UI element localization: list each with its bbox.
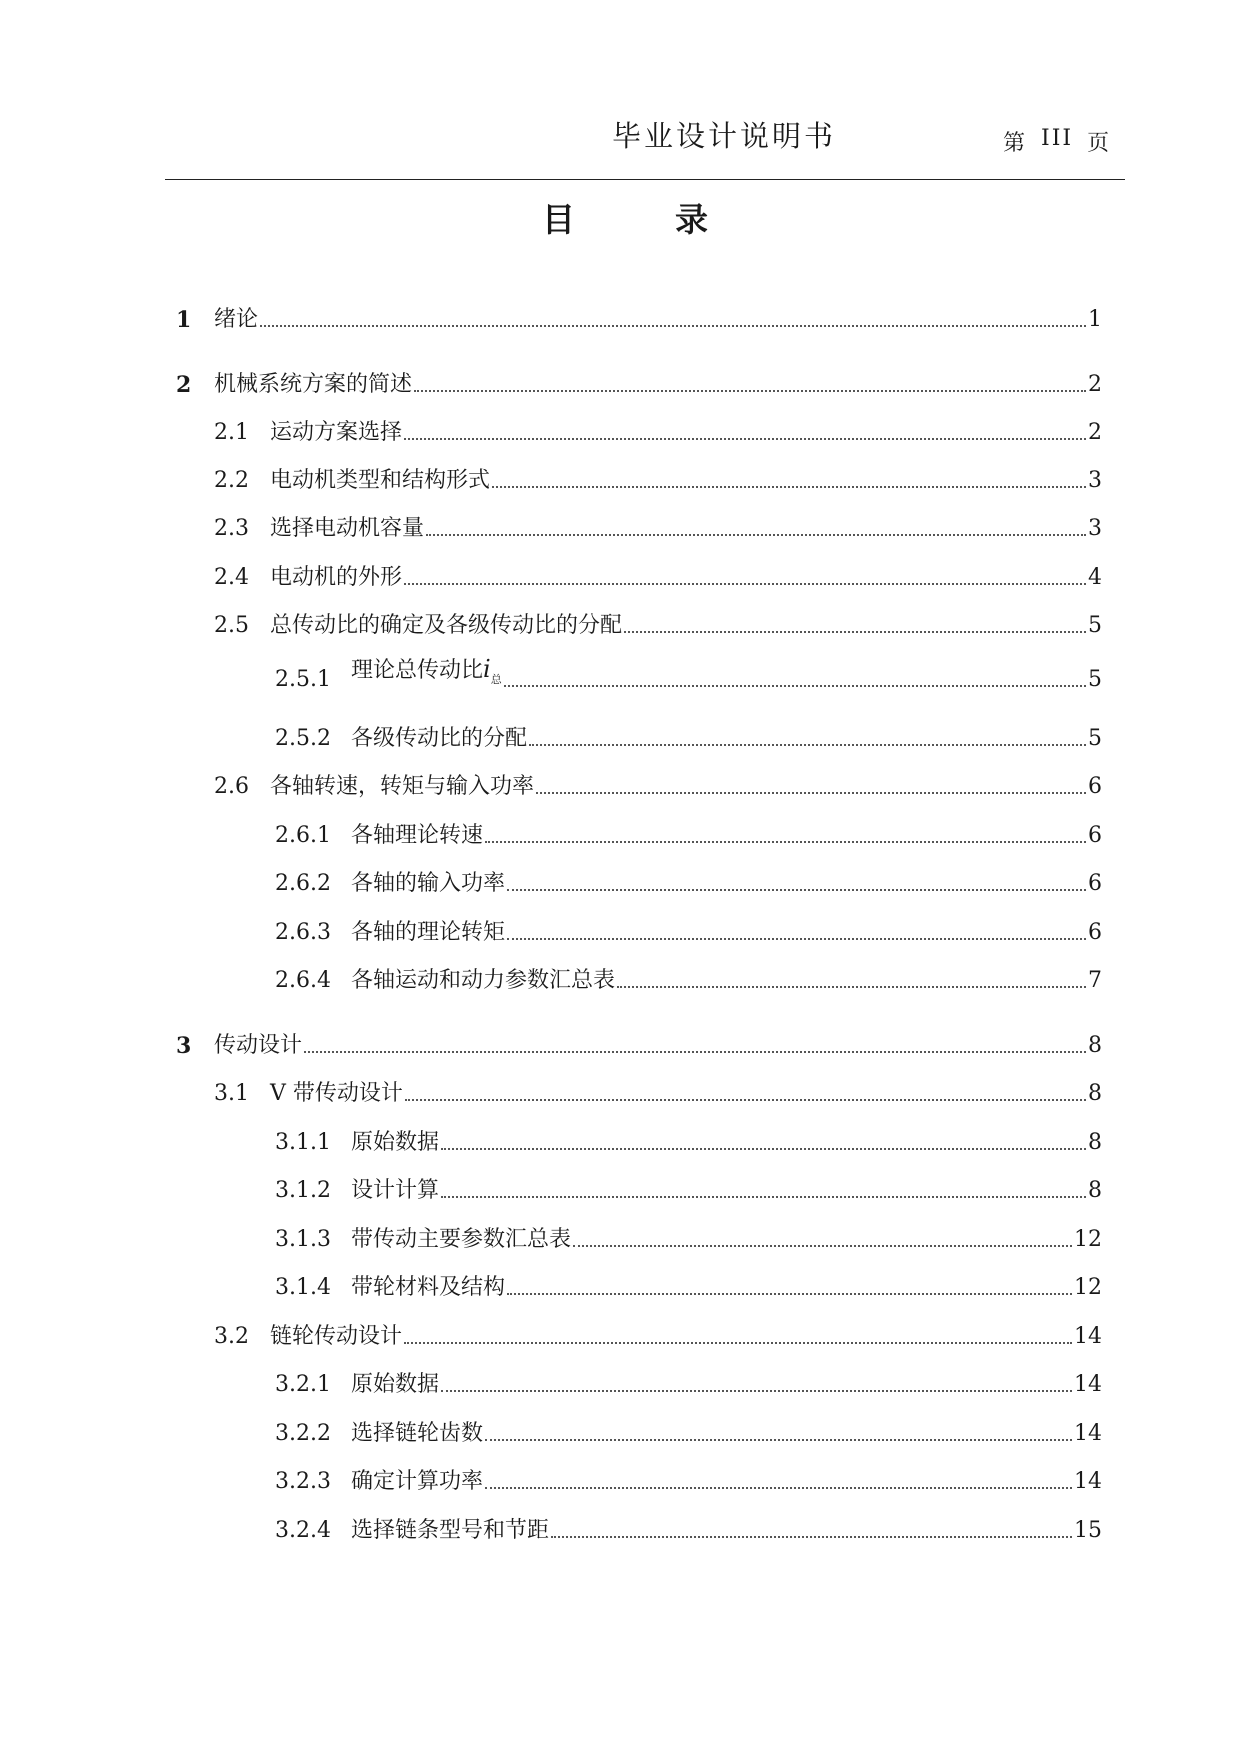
toc-entry-title — [351, 1468, 483, 1496]
toc-entry-title-text: 绪论 — [214, 307, 259, 332]
toc-entry-title-text: 各轴运动和动力参数汇总表 — [351, 968, 616, 993]
toc-entry[interactable] — [275, 963, 1102, 995]
toc-entry-number: 3.2.2 — [275, 1421, 331, 1446]
toc-entry[interactable] — [275, 915, 1102, 947]
toc-entry[interactable] — [214, 463, 1102, 495]
page-number: III — [1041, 126, 1074, 151]
toc-entry-number: 3 — [176, 1033, 192, 1059]
toc-entry-page: 3 — [1088, 468, 1102, 493]
toc-entry[interactable] — [275, 655, 1102, 694]
toc-leader-dots — [504, 684, 1086, 687]
toc-entry-number: 3.1.3 — [275, 1227, 331, 1252]
toc-entry[interactable] — [214, 1319, 1102, 1351]
toc-entry-title — [270, 515, 424, 543]
toc-entry-page: 8 — [1088, 1178, 1102, 1203]
toc-entry-title — [351, 1420, 483, 1448]
toc-entry-page: 5 — [1088, 726, 1102, 751]
toc-entry[interactable] — [275, 818, 1102, 850]
toc-entry-page: 14 — [1074, 1372, 1102, 1397]
toc-entry-title-text: 选择链轮齿数 — [351, 1421, 484, 1446]
toc-entry-page: 5 — [1088, 613, 1102, 638]
toc-entry-title-text: 电动机类型和结构形式 — [270, 468, 491, 493]
toc-entry-title — [351, 870, 505, 898]
toc-entry[interactable] — [214, 1076, 1102, 1108]
toc-entry-number: 1 — [176, 307, 192, 333]
toc-entry[interactable] — [275, 1270, 1102, 1302]
toc-entry[interactable] — [275, 1416, 1102, 1448]
toc-entry-title-text: 各级传动比的分配 — [351, 726, 528, 751]
toc-entry-title — [351, 1129, 439, 1157]
toc-entry-number: 2.5 — [214, 613, 249, 638]
toc-entry[interactable] — [275, 721, 1102, 753]
toc-entry-number: 2.6.2 — [275, 871, 331, 896]
toc-entry[interactable] — [275, 1222, 1102, 1254]
toc-leader-dots — [414, 389, 1086, 392]
toc-entry-number: 2.1 — [214, 420, 249, 445]
toc-entry-number: 3.1.2 — [275, 1178, 331, 1203]
toc-entry-page: 6 — [1088, 871, 1102, 896]
toc-leader-dots — [536, 791, 1086, 794]
toc-entry[interactable] — [214, 511, 1102, 543]
toc-entry-title-text: 原始数据 — [351, 1372, 440, 1397]
toc-leader-dots — [507, 1292, 1072, 1295]
toc-entry-title-text: 传动设计 — [214, 1033, 303, 1058]
toc-entry-page: 6 — [1088, 774, 1102, 799]
toc-entry-title — [351, 655, 502, 694]
toc-entry-title-text: 原始数据 — [351, 1130, 440, 1155]
toc-entry-title — [351, 1226, 571, 1254]
toc-leader-dots — [441, 1389, 1072, 1392]
toc-entry-title — [270, 419, 402, 447]
toc-leader-dots — [485, 1438, 1072, 1441]
toc-entry-number: 2.6.1 — [275, 823, 331, 848]
toc-entry[interactable] — [214, 560, 1102, 592]
toc-entry-page: 5 — [1088, 667, 1102, 692]
toc-entry-title-text: 各轴理论转速 — [351, 823, 484, 848]
toc-entry-page: 8 — [1088, 1033, 1102, 1058]
toc-heading-left: 目 — [542, 200, 575, 239]
toc-entry-title — [270, 773, 534, 801]
toc-entry-title — [351, 1371, 439, 1399]
toc-entry-number: 3.2.4 — [275, 1518, 331, 1543]
toc-entry-number: 2.5.2 — [275, 726, 331, 751]
toc-entry[interactable] — [275, 1367, 1102, 1399]
toc-entry-title-text: 运动方案选择 — [270, 420, 403, 445]
toc-leader-dots — [529, 743, 1086, 746]
toc-entry-number: 2.6 — [214, 774, 249, 799]
toc-entry-page: 14 — [1074, 1421, 1102, 1446]
toc-entry-page: 14 — [1074, 1324, 1102, 1349]
toc-leader-dots — [426, 533, 1086, 536]
toc-leader-dots — [617, 985, 1086, 988]
toc-entry-number: 3.1.4 — [275, 1275, 331, 1300]
toc-entry[interactable] — [275, 866, 1102, 898]
page-prefix: 第 — [1003, 131, 1028, 156]
toc-entry-page: 8 — [1088, 1130, 1102, 1155]
toc-entry-page: 1 — [1088, 307, 1102, 332]
toc-entry-number: 2.2 — [214, 468, 249, 493]
toc-entry-title-text: 理论总传动比 — [351, 658, 484, 683]
toc-leader-dots — [507, 937, 1086, 940]
toc-entry-page: 6 — [1088, 920, 1102, 945]
toc-entry-title-text: V 带传动设计 — [270, 1081, 403, 1106]
toc-entry-title — [351, 1517, 549, 1545]
toc-entry[interactable] — [275, 1513, 1102, 1545]
toc-leader-dots — [441, 1147, 1086, 1150]
symbol-subscript: 总 — [490, 673, 502, 686]
toc-entry-number: 3.2.1 — [275, 1372, 331, 1397]
toc-entry-page: 12 — [1074, 1227, 1102, 1252]
toc-entry-title — [214, 1032, 302, 1060]
page-suffix: 页 — [1087, 131, 1112, 156]
toc-leader-dots — [404, 582, 1086, 585]
toc-entry-title — [351, 725, 527, 753]
toc-entry-title-text: 确定计算功率 — [351, 1469, 484, 1494]
toc-entry[interactable] — [176, 367, 1102, 399]
toc-leader-dots — [441, 1195, 1086, 1198]
toc-entry-title — [351, 822, 483, 850]
symbol-letter: i — [483, 655, 491, 683]
toc-entry[interactable] — [214, 769, 1102, 801]
toc-leader-dots — [551, 1535, 1072, 1538]
toc-entry-number: 2.4 — [214, 565, 249, 590]
toc-entry-title-text: 带传动主要参数汇总表 — [351, 1227, 572, 1252]
toc-entry-number: 2 — [176, 372, 192, 398]
toc-entry-title-text: 选择链条型号和节距 — [351, 1518, 550, 1543]
toc-leader-dots — [260, 324, 1086, 327]
toc-leader-dots — [405, 1098, 1086, 1101]
toc-entry-title — [270, 612, 622, 640]
toc-entry-title — [270, 467, 490, 495]
toc-entry-title-text: 设计计算 — [351, 1178, 440, 1203]
toc-entry-number: 2.3 — [214, 516, 249, 541]
toc-entry[interactable] — [275, 1464, 1102, 1496]
toc-entry[interactable] — [176, 302, 1102, 334]
toc-entry-number: 3.2 — [214, 1324, 249, 1349]
toc-entry-title-text: 总传动比的确定及各级传动比的分配 — [270, 613, 623, 638]
toc-entry-title-text: 带轮材料及结构 — [351, 1275, 506, 1300]
toc-leader-dots — [507, 888, 1086, 891]
toc-entry-page: 6 — [1088, 823, 1102, 848]
toc-leader-dots — [624, 630, 1086, 633]
toc-entry-title-text: 各轴的输入功率 — [351, 871, 506, 896]
toc-leader-dots — [404, 1341, 1072, 1344]
toc-entry-title — [214, 306, 258, 334]
toc-leader-dots — [404, 437, 1086, 440]
toc-entry-page: 14 — [1074, 1469, 1102, 1494]
toc-entry-page: 2 — [1088, 420, 1102, 445]
toc-entry-title — [214, 371, 412, 399]
toc-entry-title — [351, 967, 615, 995]
toc-leader-dots — [492, 485, 1086, 488]
toc-entry-title — [270, 1323, 402, 1351]
toc-entry[interactable] — [275, 1125, 1102, 1157]
toc-entry-page: 3 — [1088, 516, 1102, 541]
toc-entry-title-text: 电动机的外形 — [270, 565, 403, 590]
toc-entry-number: 2.5.1 — [275, 667, 331, 692]
toc-entry[interactable] — [214, 415, 1102, 447]
toc-entry-title — [351, 919, 505, 947]
toc-entry-number: 2.6.4 — [275, 968, 331, 993]
toc-entry-title — [351, 1177, 439, 1205]
toc-leader-dots — [573, 1244, 1072, 1247]
toc-entry[interactable] — [275, 1173, 1102, 1205]
toc-entry-number: 2.6.3 — [275, 920, 331, 945]
toc-entry-page: 7 — [1088, 968, 1102, 993]
toc-entry-title-text: 链轮传动设计 — [270, 1324, 403, 1349]
toc-entry-page: 2 — [1088, 372, 1102, 397]
toc-leader-dots — [304, 1050, 1086, 1053]
toc-entry-title-text: 各轴的理论转矩 — [351, 920, 506, 945]
toc-entry[interactable] — [176, 1028, 1102, 1060]
toc-entry-number: 3.1.1 — [275, 1130, 331, 1155]
toc-entry-number: 3.2.3 — [275, 1469, 331, 1494]
toc-entry-title — [270, 1080, 403, 1108]
toc-entry-page: 4 — [1088, 565, 1102, 590]
toc-entry-page: 12 — [1074, 1275, 1102, 1300]
toc-entry-title-text: 各轴转速，转矩与输入功率 — [270, 774, 535, 799]
toc-heading-right: 录 — [675, 200, 708, 239]
toc-entry-title-text: 选择电动机容量 — [270, 516, 425, 541]
toc-entry-number: 3.1 — [214, 1081, 249, 1106]
toc-entry-title — [270, 564, 402, 592]
document-title: 毕业设计说明书 — [612, 119, 837, 153]
toc-leader-dots — [485, 1486, 1072, 1489]
toc-entry[interactable] — [214, 608, 1102, 640]
toc-entry-page: 15 — [1074, 1518, 1102, 1543]
toc-entry-title-text: 机械系统方案的简述 — [214, 372, 413, 397]
toc-entry-title — [351, 1274, 505, 1302]
toc-entry-page: 8 — [1088, 1081, 1102, 1106]
toc-leader-dots — [485, 840, 1086, 843]
toc-entry-symbol — [483, 655, 502, 686]
